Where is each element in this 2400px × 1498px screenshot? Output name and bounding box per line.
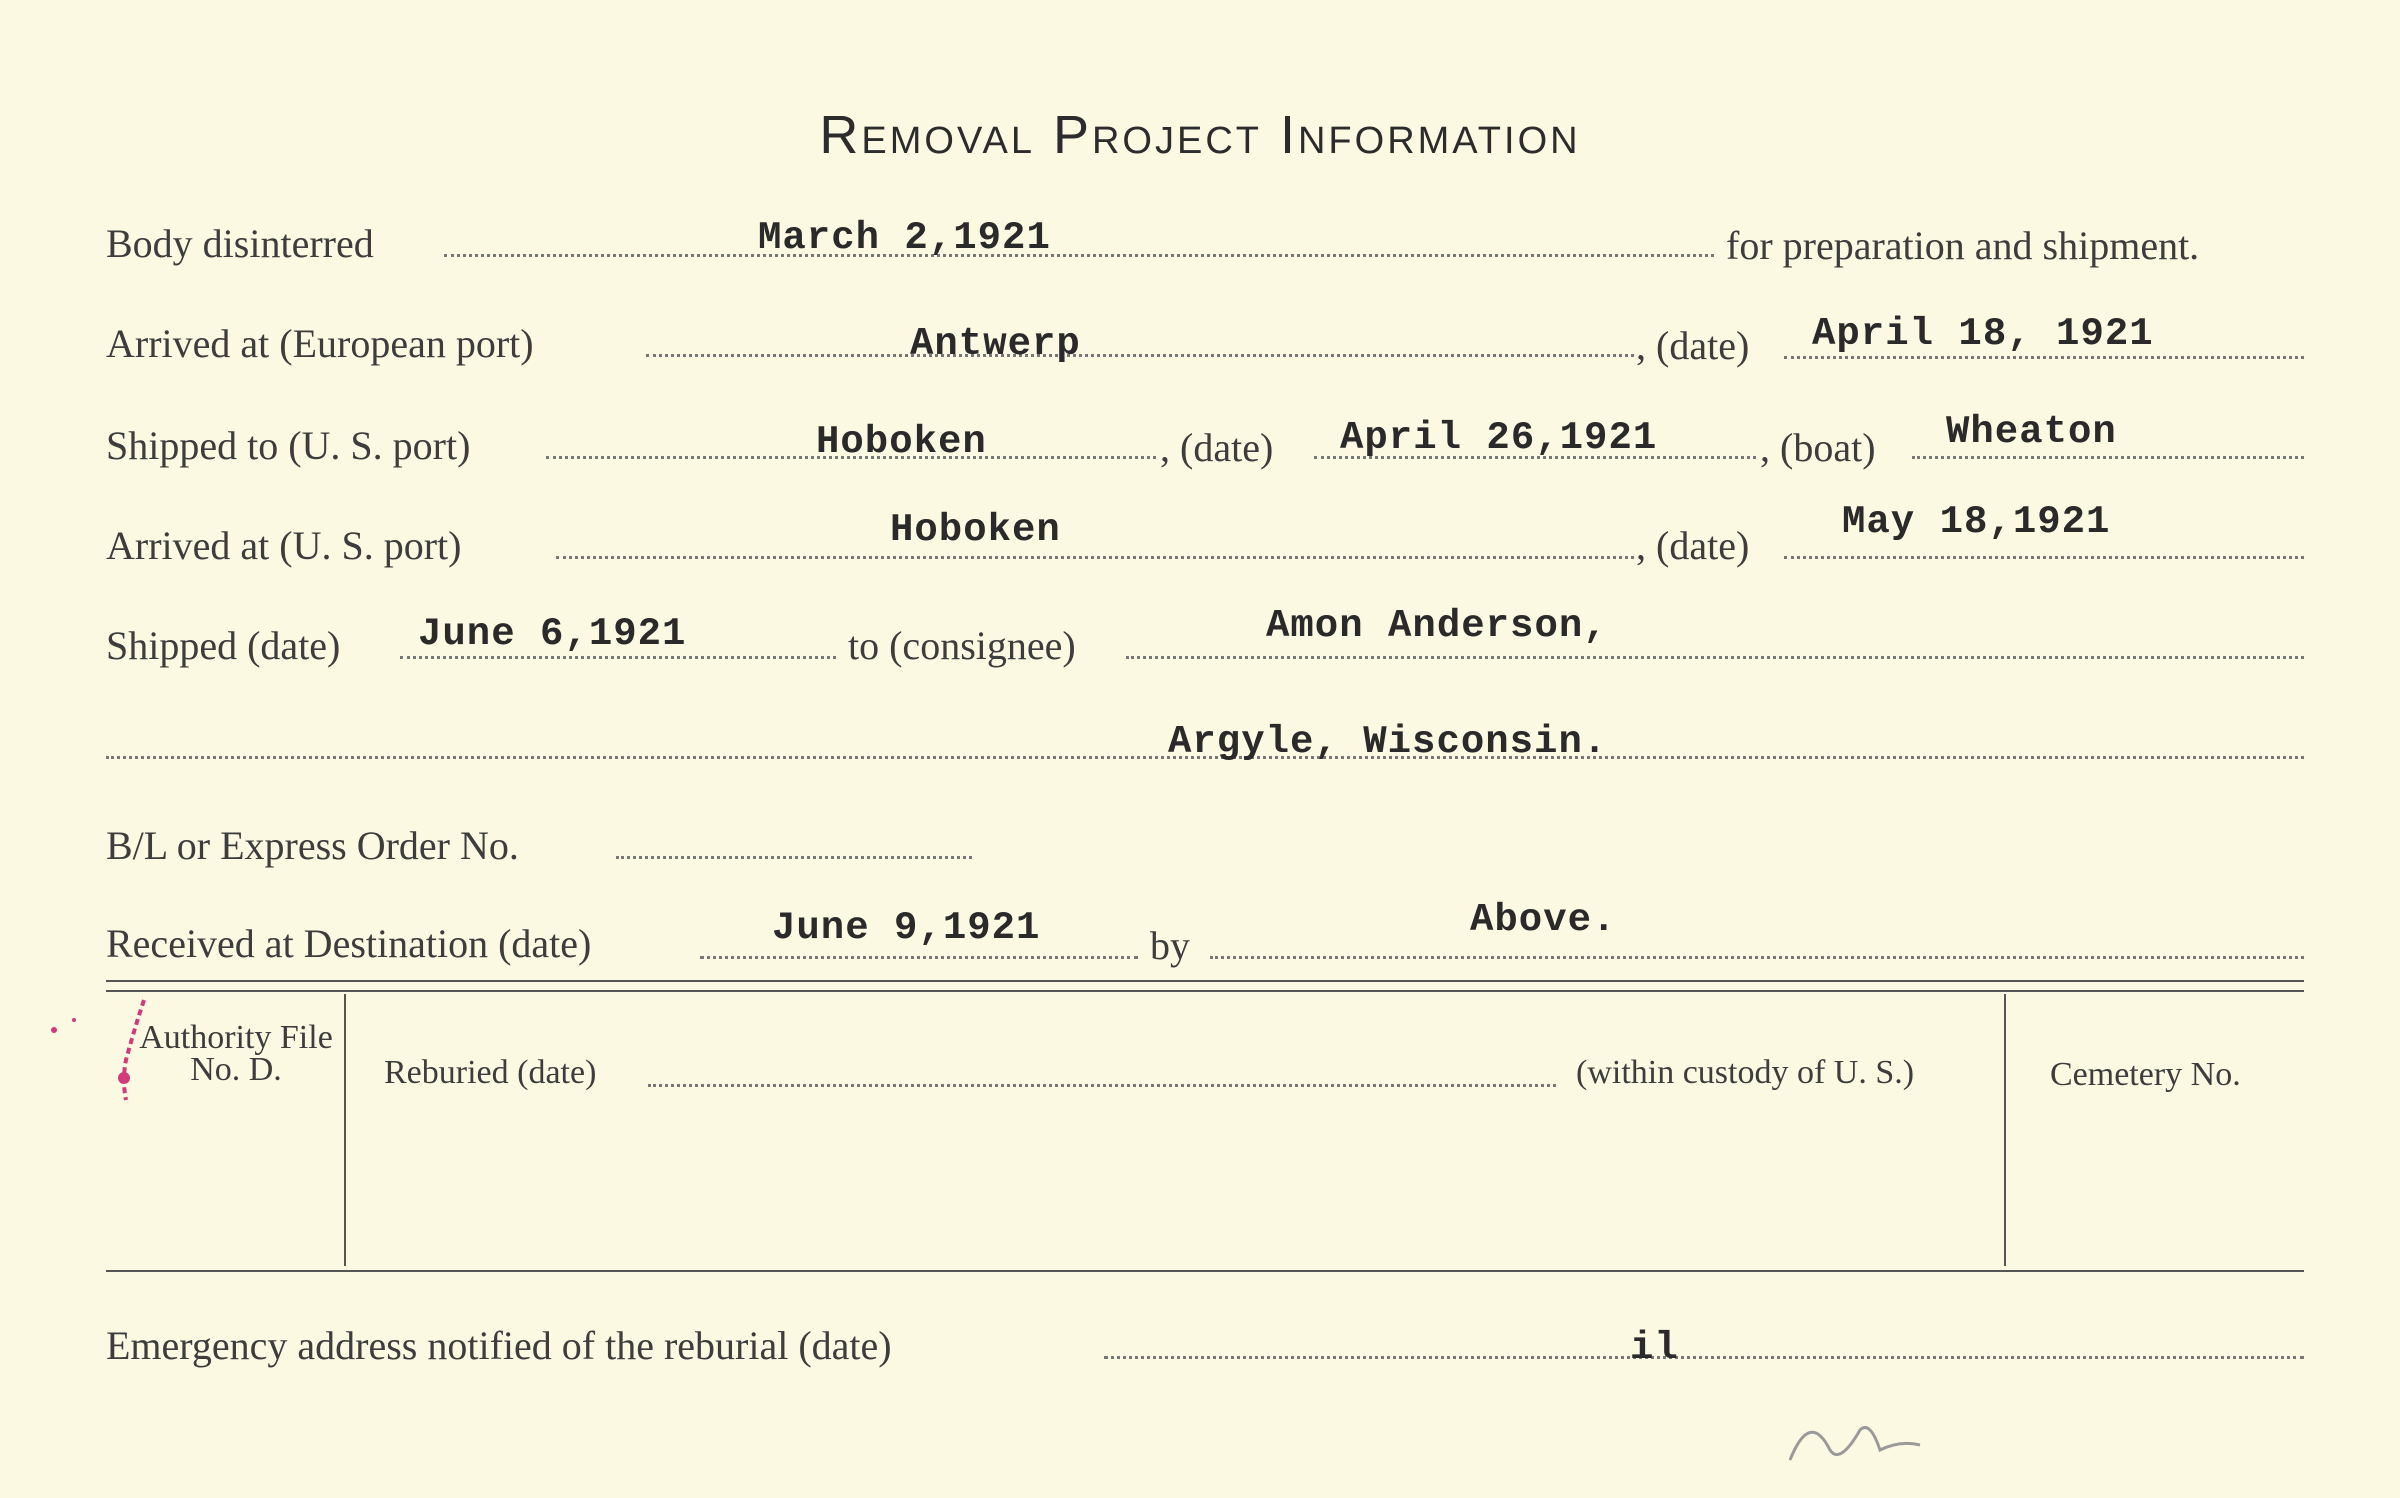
arrived-us-date-label: , (date): [1636, 523, 1750, 568]
pencil-initials: [1770, 1390, 1950, 1480]
arrived-us-line: [556, 556, 1634, 559]
received-by-value: Above.: [1470, 898, 1617, 942]
arrived-europe-label: Arrived at (European port): [106, 321, 534, 366]
table-top-rule: [106, 980, 2304, 982]
consignee-line: [1126, 656, 2304, 659]
received-date: June 9,1921: [772, 906, 1041, 950]
arrived-us-date-line: [1784, 556, 2304, 559]
shipped-us-date: April 26,1921: [1340, 416, 1658, 460]
card-title: Removal Project Information: [819, 105, 1581, 165]
disinterred-label: Body disinterred: [106, 221, 374, 266]
received-by-line: [1210, 956, 2304, 959]
table-divider-2: [2004, 994, 2006, 1266]
arrived-europe-date: April 18, 1921: [1812, 312, 2154, 356]
stamp-mark: [14, 990, 164, 1110]
authority-file-label: Authority File No. D.: [139, 1019, 333, 1088]
disinterred-value: March 2,1921: [758, 216, 1051, 260]
shipped-us-boat-line: [1912, 456, 2304, 459]
bl-line: [616, 856, 972, 859]
shipped-us-label: Shipped to (U. S. port): [106, 423, 471, 468]
shipped-date-label: Shipped (date): [106, 623, 341, 668]
custody-label: (within custody of U. S.): [1576, 1054, 1915, 1091]
arrived-us-label: Arrived at (U. S. port): [106, 523, 462, 568]
shipped-us-boat: Wheaton: [1946, 410, 2117, 454]
received-label: Received at Destination (date): [106, 921, 592, 966]
emergency-value: il: [1630, 1326, 1679, 1370]
shipped-date-line: [400, 656, 836, 659]
consignee-address: Argyle, Wisconsin.: [1168, 720, 1608, 764]
emergency-label: Emergency address notified of the reburial (date): [106, 1323, 892, 1368]
disinterred-suffix: for preparation and shipment.: [1726, 223, 2200, 268]
arrived-europe-line: [646, 354, 1634, 357]
shipped-us-port: Hoboken: [816, 420, 987, 464]
shipped-us-boat-label: , (boat): [1760, 425, 1876, 470]
arrived-europe-date-line: [1784, 356, 2304, 359]
bl-label: B/L or Express Order No.: [106, 823, 519, 868]
reburied-line: [648, 1084, 1556, 1087]
arrived-europe-date-label: , (date): [1636, 323, 1750, 368]
consignee-name: Amon Anderson,: [1266, 604, 1608, 648]
reburied-label: Reburied (date): [384, 1054, 597, 1091]
received-line: [700, 956, 1138, 959]
shipped-us-date-label: , (date): [1160, 425, 1274, 470]
received-by-label: by: [1150, 923, 1190, 968]
cemetery-label: Cemetery No.: [2050, 1056, 2241, 1093]
arrived-us-date: May 18,1921: [1842, 500, 2111, 544]
disinterred-line: [444, 254, 1714, 257]
arrived-us-port: Hoboken: [890, 508, 1061, 552]
arrived-europe-port: Antwerp: [910, 322, 1081, 366]
shipped-date-value: June 6,1921: [418, 612, 687, 656]
table-bottom-rule: [106, 1270, 2304, 1272]
consignee-label: to (consignee): [848, 623, 1076, 668]
table-top-rule-2: [106, 990, 2304, 992]
table-divider-1: [344, 994, 346, 1266]
emergency-line: [1104, 1356, 2304, 1359]
